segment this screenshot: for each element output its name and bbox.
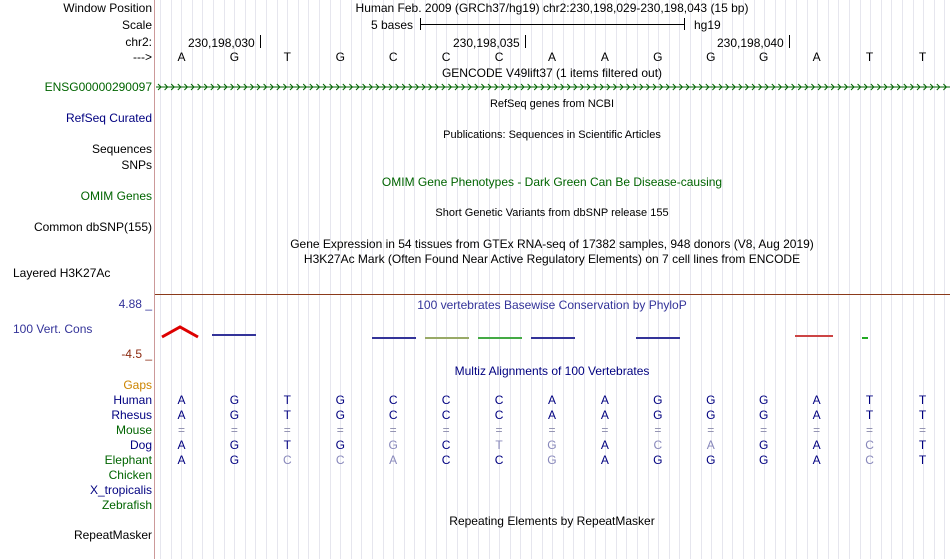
alignment-base: A — [812, 393, 821, 407]
ref-base: C — [494, 50, 504, 64]
phylop-peak — [160, 322, 200, 340]
phylop-bar — [372, 337, 416, 339]
coord-230198030: 230,198,030 — [188, 36, 255, 50]
alignment-base: T — [283, 408, 291, 422]
alignment-base: A — [600, 408, 609, 422]
alignment-base: G — [335, 438, 345, 452]
alignment-base: = — [177, 423, 185, 437]
species-label[interactable]: X_tropicalis — [89, 483, 152, 497]
alignment-base: T — [918, 393, 927, 407]
chrom-label: chr2: — [125, 35, 152, 49]
scale-bar-start-tick — [420, 18, 421, 30]
species-label[interactable]: Zebrafish — [101, 498, 152, 512]
ref-base: A — [812, 50, 821, 64]
repeatmasker-track-title: Repeating Elements by RepeatMasker — [449, 514, 655, 528]
phylop-bar — [795, 335, 833, 337]
alignment-base: = — [654, 423, 662, 437]
alignment-base: T — [918, 438, 927, 452]
alignment-base: = — [760, 423, 768, 437]
gencode-track-title: GENCODE V49lift37 (1 items filtered out) — [441, 66, 663, 80]
alignment-base: G — [229, 393, 240, 407]
alignment-base: G — [388, 438, 398, 452]
window-position-label: Window Position — [63, 1, 152, 15]
ref-base: A — [547, 50, 556, 64]
alignment-base: = — [601, 423, 609, 437]
alignment-base: C — [653, 438, 663, 452]
phylop-bar — [425, 337, 469, 339]
coord-tick-3 — [789, 35, 790, 48]
species-label[interactable]: Dog — [129, 438, 152, 452]
repeatmasker-track-label[interactable]: RepeatMasker — [73, 528, 152, 542]
alignment-base: = — [918, 423, 926, 437]
alignment-base: A — [177, 408, 186, 422]
window-title: Human Feb. 2009 (GRCh37/hg19) chr2:230,198,029-230,198,043 (15 bp) — [355, 1, 749, 15]
h3k27ac-track-title: H3K27Ac Mark (Often Found Near Active Regulatory Elements) on 7 cell lines from ENCODE — [303, 252, 801, 266]
alignment-base: G — [653, 393, 663, 407]
strand-label: ---> — [133, 50, 152, 64]
alignment-base: C — [494, 408, 504, 422]
ensg-track-label[interactable]: ENSG00000290097 — [44, 80, 152, 94]
phylop-track-label[interactable]: 100 Vert. Cons — [13, 322, 93, 336]
alignment-base: C — [282, 453, 292, 467]
alignment-base: A — [547, 408, 556, 422]
species-label[interactable]: Chicken — [108, 468, 152, 482]
phylop-bar — [862, 337, 868, 339]
alignment-base: A — [600, 438, 609, 452]
ref-base: G — [653, 50, 663, 64]
alignment-base: T — [865, 393, 874, 407]
alignment-base: T — [283, 393, 291, 407]
sequences-track-label[interactable]: Sequences — [91, 142, 152, 156]
refseq-track-title: RefSeq genes from NCBI — [489, 98, 615, 110]
alignment-base: G — [229, 438, 240, 452]
alignment-base: G — [706, 393, 716, 407]
snps-track-label[interactable]: SNPs — [121, 158, 152, 172]
alignment-base: G — [706, 408, 716, 422]
h3k27ac-track-label[interactable]: Layered H3K27Ac — [13, 266, 111, 280]
alignment-base: T — [495, 438, 503, 452]
alignment-base: = — [548, 423, 556, 437]
alignment-base: G — [706, 453, 716, 467]
phylop-max-label: 4.88 _ — [118, 297, 152, 311]
alignment-base: = — [230, 423, 238, 437]
alignment-base: = — [866, 423, 874, 437]
scale-bar-end-tick — [684, 18, 685, 30]
ref-base: G — [759, 50, 769, 64]
omim-track-label[interactable]: OMIM Genes — [80, 189, 152, 203]
alignment-base: C — [388, 408, 398, 422]
alignment-base: G — [547, 453, 557, 467]
alignment-base: T — [865, 408, 874, 422]
phylop-track-title: 100 vertebrates Basewise Conservation by PhyloP — [417, 298, 687, 312]
ref-base: T — [918, 50, 927, 64]
alignment-base: G — [653, 408, 663, 422]
alignment-base: G — [759, 453, 769, 467]
alignment-base: G — [759, 393, 769, 407]
phylop-bar — [478, 337, 522, 339]
alignment-base: = — [336, 423, 344, 437]
dbsnp-track-title: Short Genetic Variants from dbSNP release 155 — [435, 207, 669, 219]
ref-base: C — [441, 50, 451, 64]
ref-base: C — [388, 50, 398, 64]
refseq-track-label[interactable]: RefSeq Curated — [65, 111, 152, 125]
alignment-base: A — [177, 393, 186, 407]
alignment-base: T — [918, 453, 927, 467]
alignment-base: A — [812, 408, 821, 422]
coord-tick-1 — [260, 35, 261, 48]
gene-arrow-line[interactable] — [156, 82, 950, 92]
alignment-base: A — [389, 453, 398, 467]
alignment-base: C — [441, 408, 451, 422]
alignment-base: T — [918, 408, 927, 422]
ref-base: A — [177, 50, 186, 64]
species-label[interactable]: Human — [113, 393, 152, 407]
alignment-base: = — [283, 423, 291, 437]
dbsnp-track-label[interactable]: Common dbSNP(155) — [33, 220, 152, 234]
ref-base: A — [600, 50, 609, 64]
species-label[interactable]: Rhesus — [111, 408, 152, 422]
alignment-base: A — [177, 453, 186, 467]
alignment-base: C — [494, 393, 504, 407]
alignment-base: G — [759, 408, 769, 422]
alignment-base: = — [389, 423, 397, 437]
species-label[interactable]: Mouse — [115, 423, 152, 437]
alignment-base: A — [812, 453, 821, 467]
alignment-base: C — [865, 453, 874, 467]
alignment-base: G — [335, 408, 345, 422]
alignment-base: T — [283, 438, 291, 452]
label-divider — [154, 0, 155, 559]
alignment-base: A — [812, 438, 821, 452]
phylop-top-rule — [155, 294, 950, 295]
ref-base: T — [865, 50, 874, 64]
phylop-bar — [212, 334, 256, 336]
alignment-base: G — [759, 438, 769, 452]
ref-base: G — [706, 50, 716, 64]
alignment-base: C — [494, 453, 504, 467]
alignment-base: G — [229, 408, 240, 422]
alignment-base: G — [653, 453, 663, 467]
omim-track-title: OMIM Gene Phenotypes - Dark Green Can Be Disease-causing — [381, 175, 723, 189]
alignment-base: G — [335, 393, 345, 407]
alignment-base: = — [495, 423, 503, 437]
alignment-base: C — [388, 393, 398, 407]
alignment-base: = — [813, 423, 821, 437]
assembly-label: hg19 — [694, 18, 721, 32]
alignment-base: G — [229, 453, 240, 467]
publications-track-title: Publications: Sequences in Scientific Articles — [443, 129, 661, 141]
alignment-base: A — [177, 438, 186, 452]
ref-base: G — [335, 50, 345, 64]
scale-bar — [420, 24, 684, 25]
alignment-base: C — [865, 438, 874, 452]
alignment-base: A — [547, 393, 556, 407]
coord-230198040: 230,198,040 — [717, 36, 784, 50]
ref-base: T — [283, 50, 291, 64]
alignment-base: A — [600, 453, 609, 467]
alignment-base: A — [600, 393, 609, 407]
alignment-base: C — [335, 453, 345, 467]
gaps-label: Gaps — [123, 378, 152, 392]
alignment-base: C — [441, 393, 451, 407]
multiz-track-title: Multiz Alignments of 100 Vertebrates — [454, 364, 650, 378]
alignment-base: = — [707, 423, 715, 437]
alignment-base: A — [706, 438, 715, 452]
gtex-track-title: Gene Expression in 54 tissues from GTEx RNA-seq of 17382 samples, 948 donors (V8, Aug 2019) — [290, 237, 814, 251]
scale-label: Scale — [121, 18, 152, 32]
coord-230198035: 230,198,035 — [453, 36, 520, 50]
ref-base: G — [229, 50, 240, 64]
phylop-bar — [531, 337, 575, 339]
phylop-min-label: -4.5 _ — [121, 347, 152, 361]
scale-text: 5 bases — [371, 18, 414, 32]
phylop-bar — [636, 337, 680, 339]
coord-tick-2 — [525, 35, 526, 48]
alignment-base: G — [547, 438, 557, 452]
alignment-base: = — [442, 423, 450, 437]
alignment-base: C — [441, 453, 451, 467]
species-label[interactable]: Elephant — [104, 453, 152, 467]
alignment-base: C — [441, 438, 451, 452]
